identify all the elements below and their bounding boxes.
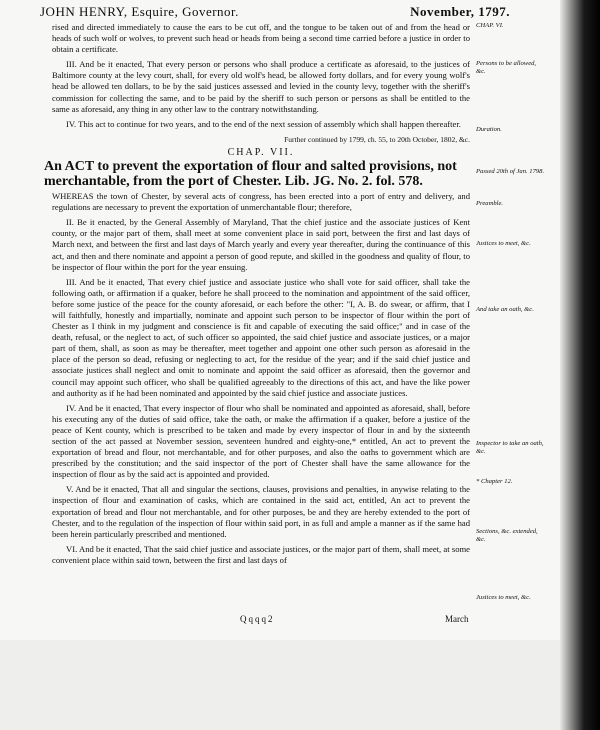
preamble: WHEREAS the town of Chester, by several acts of congress, has been erected into a port of entry and delivery, and regulations are necessary to prevent the exportation of unmerchantable flour; therefore, xyxy=(52,191,470,213)
margin-note: Inspector to take an oath, &c. xyxy=(476,440,544,455)
continuation-note: Further continued by 1799, ch. 55, to 20th October, 1802, &c. xyxy=(284,134,470,144)
margin-note: Sections, &c. extended, &c. xyxy=(476,528,538,543)
paragraph: IV. This act to continue for two years, and to the end of the next session of assembly which shall happen thereafter. xyxy=(66,118,461,129)
running-header xyxy=(40,4,510,22)
margin-note: Persons to be allowed, &c. xyxy=(476,60,537,75)
signature-mark: Qqqq2 xyxy=(240,614,275,624)
catchword: March xyxy=(445,614,469,624)
margin-note: Preamble. xyxy=(476,200,504,207)
paragraph: V. And be it enacted, That all and singular the sections, clauses, provisions and penalties, in anywise relating to the inspection of flour and examination of casks, which are contained in the said act, entitled, An act to prevent the exportation of bread and flour not merchantable, and for other purposes, be and they are hereby extended to the port of Chester, and to the regulation of the inspection of flour within said port, in as full and ample a manner as if the same had been herein particularly prescribed and mentioned. xyxy=(52,484,470,539)
act-title: An ACT to prevent the exportation of flour and salted provisions, not merchantable, from the port of Chester. Lib. JG. No. 2. fol. 578. xyxy=(44,159,457,190)
header-date: November, 1797. xyxy=(410,4,510,19)
paragraph: IV. And be it enacted, That every inspector of flour who shall be nominated and appointed as aforesaid, shall, before his executing any of the duties of said office, take the oath, or make the affirmation if a quaker, before a justice of the peace of Kent county, which is prescribed to be taken and made by every inspector of flour in and by the sixteenth section of the act passed at November session, seventeen hundred and eighty-one,* entitled, An act to prevent the exportation of bread and flour, not merchantable, and for other purposes, and also the oaths to government which are prescribed by the constitution; and the said inspector of the port of Chester shall have the same allowance for the inspection of flour as by the said act is appointed and provided. xyxy=(52,402,470,480)
paragraph: VI. And be it enacted, That the said chief justice and associate justices, or the major part of them, shall meet, at some convenient place within said town, between the first and last days of xyxy=(52,543,470,565)
blank-scan-area xyxy=(0,640,600,730)
header-title: JOHN HENRY, Esquire, Governor. xyxy=(40,4,239,19)
chapter-heading: CHAP. VII. xyxy=(227,146,295,158)
document-body xyxy=(44,22,470,570)
margin-note: And take an oath, &c. xyxy=(476,306,534,313)
margin-note: CHAP. VI. xyxy=(476,22,504,29)
paragraph: rised and directed immediately to cause the ears to be cut off, and the tongue to be taken out of and from the head or heads of such wolf or wolves, to prevent such head or heads from being a second time carried before a justice in order to obtain a certificate. xyxy=(52,22,470,55)
margin-note: Duration. xyxy=(476,126,502,133)
margin-note: * Chapter 12. xyxy=(476,478,513,485)
paragraph: II. Be it enacted, by the General Assembly of Maryland, That the chief justice and the associate justices of Kent county, or the major part of them, shall meet at some convenient place in said port, between the first and last days of March next, and between the first and last days of March yearly and every year thereafter, during the continuance of this act, and then and there nominate and appoint a person of good repute, and skilled in the goodness and quality of flour, to be inspector of flour within the port for the year ensuing. xyxy=(52,217,470,272)
paragraph: III. And be it enacted, That every chief justice and associate justice who shall vote for said officer, shall take the following oath, or affirmation if a quaker, before he shall proceed to the nomination and appointment of the said officer, before some justice of the peace for the county aforesaid, or each before the other: "I, A. B. do swear, or affirm, that I will faithfully, honestly and impartially, nominate and appoint such person to be inspector of flour within the port of Chester as I think in my judgment and conscience is fit and capable of executing the said office;" and in case of the death, refusal, or the neglect to act, of such officer so appointed, the said chief justice and associate justices, or a major part of them, shall, as soon as may be thereafter, meet together and appoint one other such person as aforesaid in the place of the person so dead, refusing or neglecting to act, for the residue of the year; and if the said chief justice and associate justices shall neglect and omit to nominate and appoint the said officer as aforesaid, then the governor and council may appoint such officer, who shall be qualified agreeably to the directions of this act, and have the like power and authority as if he had been nominated and appointed by the said chief justice and associate justices. xyxy=(52,276,470,398)
margin-note: Passed 20th of Jan. 1798. xyxy=(476,168,545,175)
margin-note: Justices to meet, &c. xyxy=(476,240,531,247)
paragraph: III. And be it enacted, That every person or persons who shall produce a certificate as aforesaid, to the justices of Baltimore county at the levy court, shall, for every old wolf's head, be allowed forty dollars, and for every young wolf's head be allowed ten dollars, to be by the said justices assessed and levied in the county levy, together with the sheriff's commission for collecting the same, and to be paid by the sheriff to such person or persons as shall be entitled to the same as aforesaid, any thing in any other law to the contrary notwithstanding. xyxy=(52,59,470,114)
page-edge-shadow xyxy=(560,0,600,730)
margin-note: Justices to meet, &c. xyxy=(476,594,531,601)
